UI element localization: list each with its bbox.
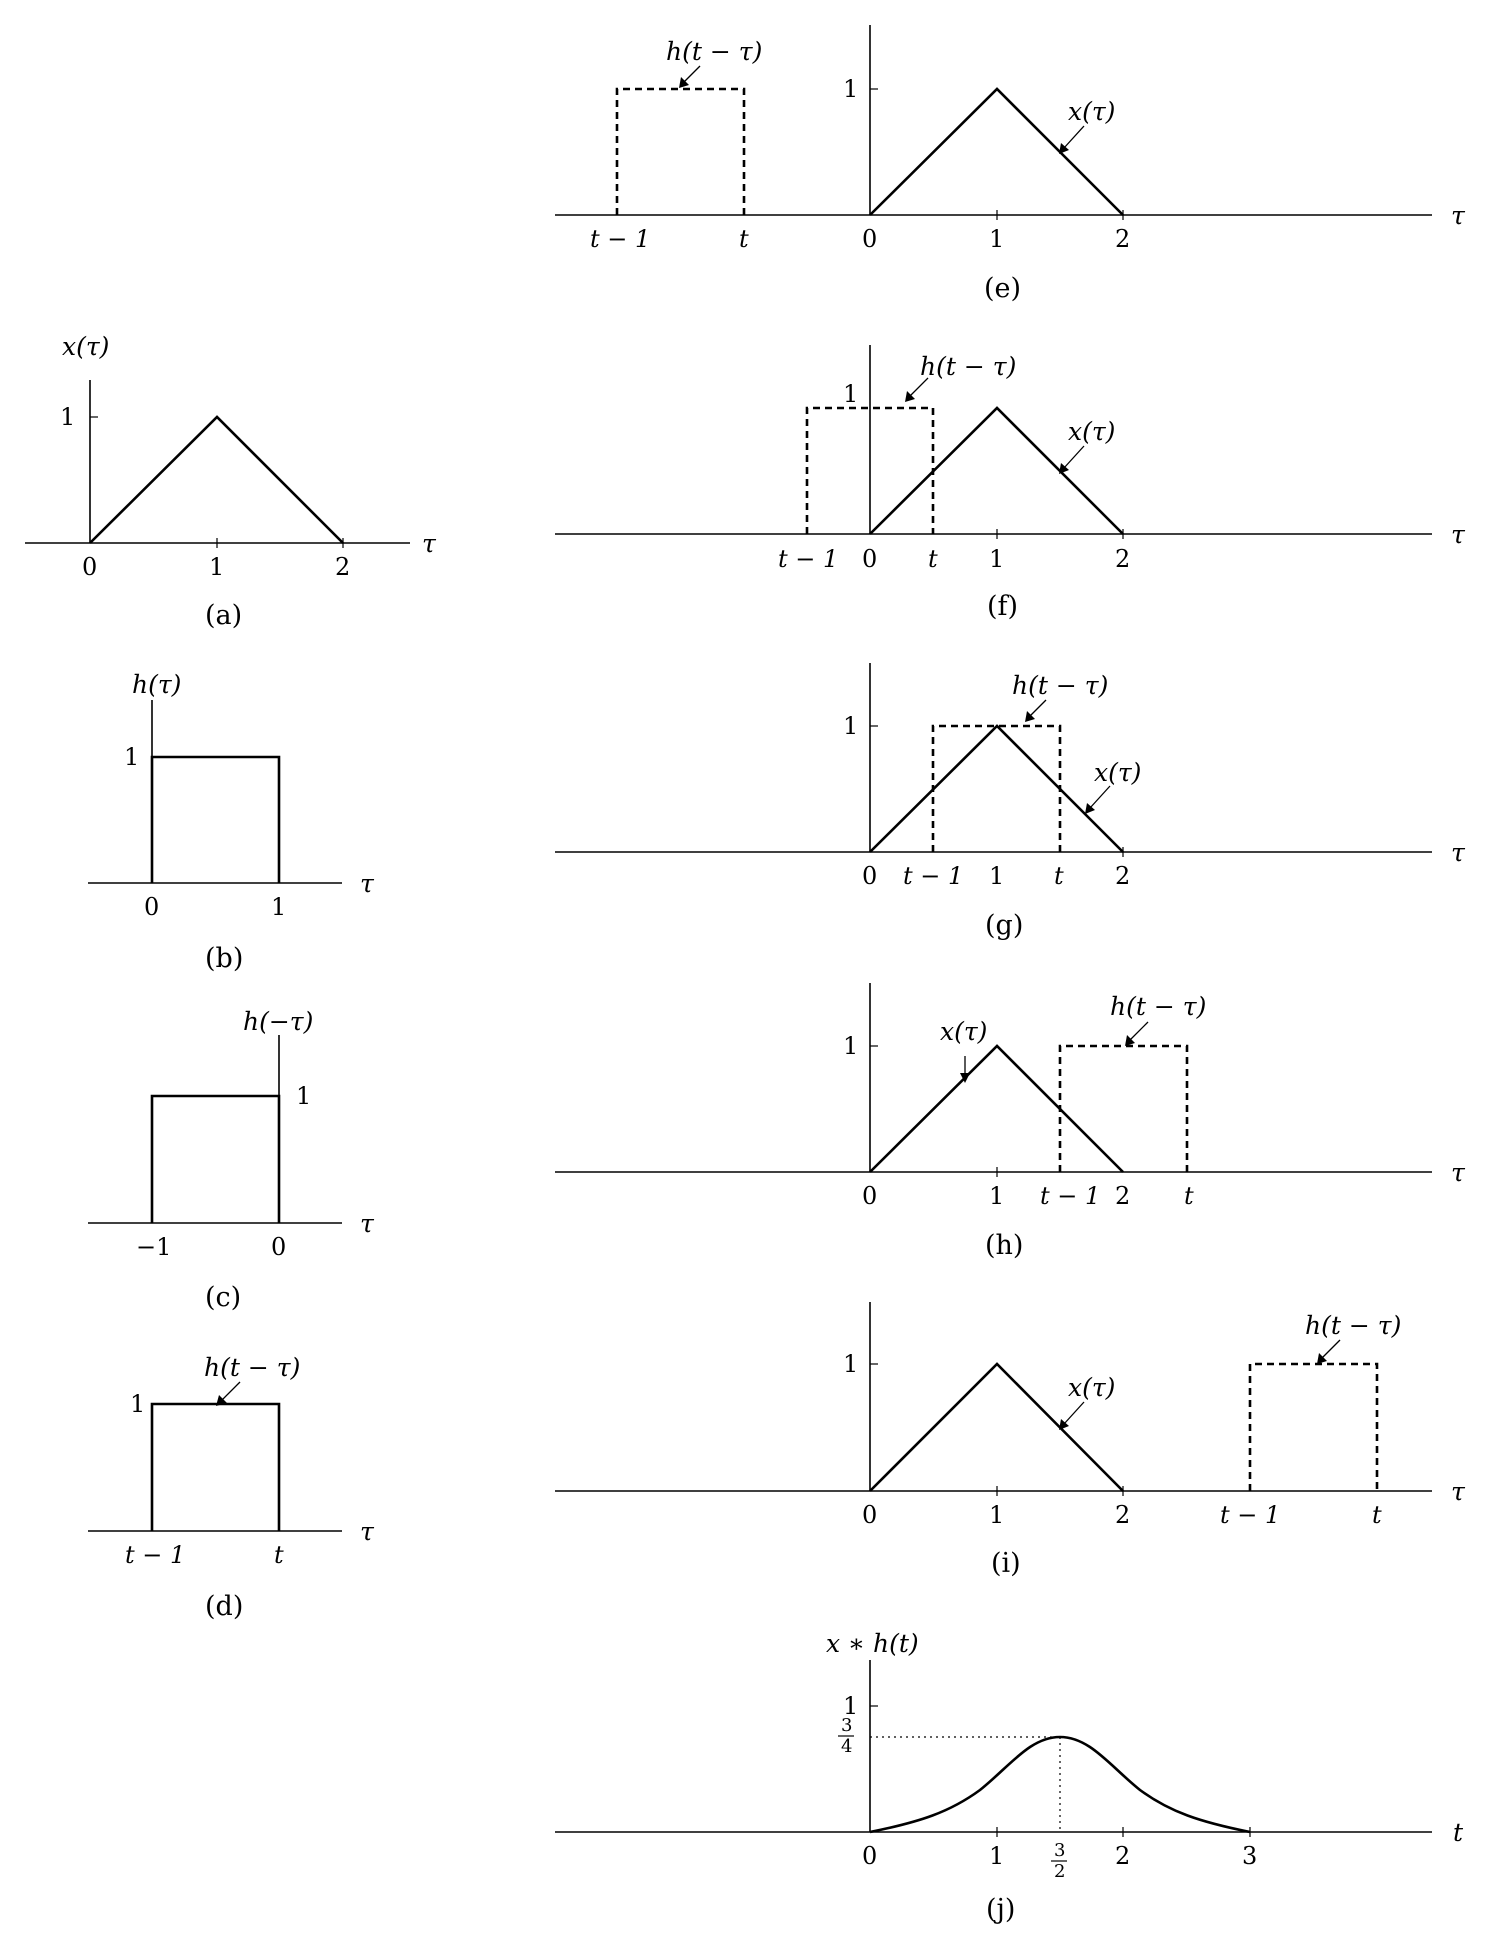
panel-e-h-rect <box>617 89 744 215</box>
panel-d-ytick-label: 1 <box>130 1390 146 1418</box>
panel-e-xtick-label: t − 1 <box>590 225 651 253</box>
panel-j-ylabel: x ∗ h(t) <box>826 1629 919 1658</box>
panel-j <box>555 1629 1464 1925</box>
panel-g-xtick-label: 2 <box>1115 862 1131 890</box>
panel-h-axis-var: τ <box>1451 1158 1465 1187</box>
panel-b-xtick-label: 1 <box>271 893 287 921</box>
panel-c-xtick-label: −1 <box>136 1233 172 1261</box>
panel-f <box>555 345 1466 622</box>
panel-f-h-annotation: h(t − τ) <box>920 352 1017 381</box>
panel-a-ylabel: x(τ) <box>62 332 110 361</box>
panel-i-h-rect <box>1250 1364 1377 1491</box>
panel-e-axis-var: τ <box>1451 201 1465 230</box>
frac-numerator: 3 <box>1054 1840 1066 1861</box>
panel-c-caption: (c) <box>205 1282 242 1313</box>
panel-h-xtick-label: t − 1 <box>1040 1182 1101 1210</box>
panel-g-x-pointer <box>1090 786 1110 808</box>
panel-b-ytick-label: 1 <box>124 743 140 771</box>
panel-a-x-curve <box>90 417 343 543</box>
panel-d-h-rect <box>152 1404 279 1531</box>
panel-h-h-pointer <box>1130 1022 1148 1040</box>
panel-g-h-annotation: h(t − τ) <box>1012 671 1109 700</box>
panel-i-xtick-label: 1 <box>989 1501 1005 1529</box>
panel-g-h-rect <box>933 726 1060 852</box>
panel-b-caption: (b) <box>205 943 244 974</box>
panel-f-axis-var: τ <box>1451 520 1465 549</box>
panel-g-axis-var: τ <box>1451 838 1465 867</box>
panel-i-xtick-label: t − 1 <box>1220 1501 1281 1529</box>
panel-i-h-annotation: h(t − τ) <box>1305 1311 1402 1340</box>
panel-f-xtick-label: t <box>928 545 938 573</box>
panel-e-caption: (e) <box>984 273 1022 304</box>
frac-denominator: 4 <box>841 1736 853 1757</box>
panel-f-x-annotation: x(τ) <box>1068 417 1116 446</box>
panel-i-xtick-label: 2 <box>1115 1501 1131 1529</box>
panel-j-ytick-label-1: 1 <box>843 1692 859 1720</box>
panel-h-caption: (h) <box>985 1230 1024 1261</box>
panel-f-xtick-label: 0 <box>862 545 878 573</box>
panel-j-caption: (j) <box>986 1894 1016 1925</box>
panel-h-xtick-label: 1 <box>989 1182 1005 1210</box>
panel-i-x-pointer <box>1064 1402 1084 1424</box>
panel-j-xtick-label: 2 <box>1115 1842 1131 1870</box>
panel-e-h-pointer <box>684 66 700 82</box>
panel-h-xtick-label: t <box>1184 1182 1194 1210</box>
panel-g-caption: (g) <box>985 910 1024 941</box>
panel-i-caption: (i) <box>991 1548 1021 1579</box>
panel-e-h-annotation: h(t − τ) <box>666 37 763 66</box>
panel-j-xtick-label-three-halves <box>1051 1840 1067 1882</box>
panel-g-x-curve <box>870 726 1123 852</box>
panel-f-ytick-label: 1 <box>843 380 859 408</box>
panel-i-axis-var: τ <box>1451 1477 1465 1506</box>
panel-j-ytick-label-three-quarters <box>838 1715 854 1757</box>
frac-numerator: 3 <box>841 1715 853 1736</box>
panel-e-xtick-label: t <box>739 225 749 253</box>
panel-a <box>25 332 437 631</box>
panel-b-xtick-label: 0 <box>144 893 160 921</box>
panel-e <box>555 25 1466 304</box>
panel-d-caption: (d) <box>205 1591 244 1622</box>
panel-e-ytick-label: 1 <box>843 75 859 103</box>
panel-a-xtick-label: 0 <box>82 553 98 581</box>
panel-g <box>555 663 1466 941</box>
panel-c-ytick-label: 1 <box>296 1082 312 1110</box>
panel-g-ytick-label: 1 <box>843 712 859 740</box>
panel-f-xtick-label: 2 <box>1115 545 1131 573</box>
panel-i-xtick-label: t <box>1372 1501 1382 1529</box>
panel-j-xtick-label: 3 <box>1242 1842 1258 1870</box>
panel-h-xtick-label: 2 <box>1115 1182 1131 1210</box>
panel-e-x-annotation: x(τ) <box>1068 97 1116 126</box>
panel-h-x-annotation: x(τ) <box>940 1017 988 1046</box>
panel-h-ytick-label: 1 <box>843 1032 859 1060</box>
frac-denominator: 2 <box>1054 1861 1066 1882</box>
panel-f-caption: (f) <box>987 591 1019 622</box>
panel-c-xtick-label: 0 <box>271 1233 287 1261</box>
panel-a-axis-var: τ <box>422 529 436 558</box>
panel-d-pointer <box>222 1382 240 1400</box>
panel-d <box>88 1353 375 1622</box>
panel-i <box>555 1302 1466 1579</box>
panel-b <box>88 670 375 974</box>
panel-g-x-annotation: x(τ) <box>1094 758 1142 787</box>
panel-b-axis-var: τ <box>360 869 374 898</box>
panel-b-ylabel: h(τ) <box>132 670 182 699</box>
panel-c <box>88 1007 375 1313</box>
panel-d-xtick-label: t <box>274 1541 284 1569</box>
panel-f-xtick-label: 1 <box>989 545 1005 573</box>
panel-a-xtick-label: 1 <box>209 553 225 581</box>
panel-e-xtick-label: 1 <box>989 225 1005 253</box>
panel-h-xtick-label: 0 <box>862 1182 878 1210</box>
panel-e-x-pointer <box>1064 126 1084 148</box>
panel-i-h-pointer <box>1322 1340 1340 1358</box>
panel-j-conv-curve <box>870 1737 1250 1832</box>
panel-i-x-annotation: x(τ) <box>1068 1373 1116 1402</box>
panel-d-xtick-label: t − 1 <box>125 1541 186 1569</box>
panel-e-xtick-label: 2 <box>1115 225 1131 253</box>
panel-j-axis-var: t <box>1453 1818 1464 1847</box>
panel-e-xtick-label: 0 <box>862 225 878 253</box>
panel-h-h-rect <box>1060 1046 1187 1172</box>
panel-b-h-rect <box>152 757 279 883</box>
panel-g-h-pointer <box>1030 700 1046 716</box>
panel-d-axis-var: τ <box>360 1517 374 1546</box>
panel-a-ytick-label: 1 <box>60 403 76 431</box>
panel-f-x-pointer <box>1064 446 1084 468</box>
panel-c-ylabel: h(−τ) <box>243 1007 314 1036</box>
panel-a-caption: (a) <box>205 600 243 631</box>
panel-h-x-curve <box>870 1046 1123 1172</box>
panel-f-xtick-label: t − 1 <box>778 545 839 573</box>
panel-g-xtick-label: 0 <box>862 862 878 890</box>
panel-h-h-annotation: h(t − τ) <box>1110 992 1207 1021</box>
panel-a-xtick-label: 2 <box>335 553 351 581</box>
panel-d-annotation: h(t − τ) <box>204 1353 301 1382</box>
panel-i-xtick-label: 0 <box>862 1501 878 1529</box>
panel-j-xtick-label: 1 <box>989 1842 1005 1870</box>
panel-g-xtick-label: 1 <box>989 862 1005 890</box>
panel-g-xtick-label: t − 1 <box>903 862 964 890</box>
panel-c-h-rect <box>152 1096 279 1223</box>
panel-c-axis-var: τ <box>360 1209 374 1238</box>
panel-g-xtick-label: t <box>1054 862 1064 890</box>
panel-i-ytick-label: 1 <box>843 1350 859 1378</box>
panel-j-xtick-label: 0 <box>862 1842 878 1870</box>
panel-h <box>555 983 1466 1261</box>
